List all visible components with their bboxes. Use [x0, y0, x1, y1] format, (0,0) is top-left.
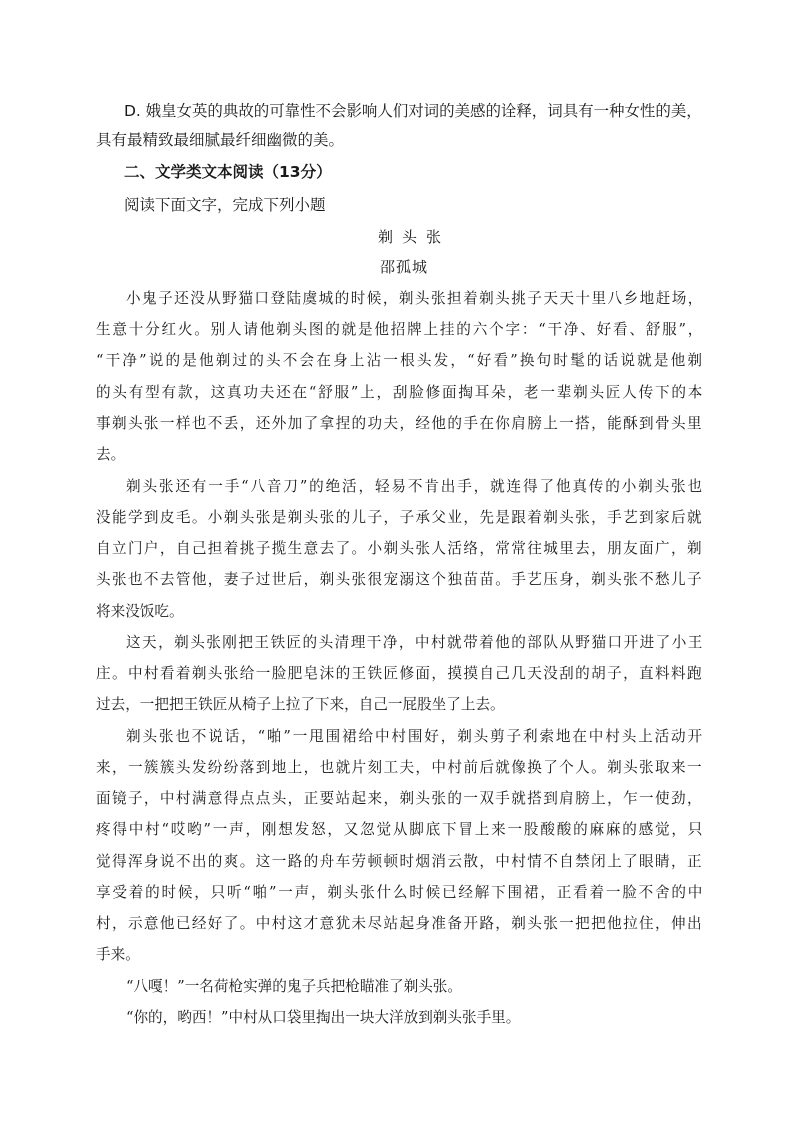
story-title: 剃头张: [378, 228, 451, 246]
story-line: 将来没饭吃。: [96, 603, 184, 620]
story-line: 面镜子，中村满意得点点头，正要站起来，剃头张的一双手就搭到肩膀上，乍一使劲，: [96, 790, 703, 807]
story-line: 手来。: [96, 946, 140, 963]
story-author: 邵孤城: [380, 258, 429, 276]
story-line: 村，示意他已经好了。中村这才意犹未尽站起身准备开路，剃头张一把把他拉住，伸出: [96, 915, 703, 932]
story-line: 没能学到皮毛。小剃头张是剃头张的儿子，子承父业，先是跟着剃头张，手艺到家后就: [96, 509, 703, 526]
story-line: “八嘎！”一名荷枪实弹的鬼子兵把枪瞄准了剃头张。: [126, 978, 462, 995]
story-line: 剃头张也不说话，“啪”一甩围裙给中村围好，剃头剪子利索地在中村头上活动开: [126, 728, 704, 745]
story-line: 过去，一把把王铁匠从椅子上拉了下来，自己一屁股坐了上去。: [96, 696, 505, 713]
reading-instruction: 阅读下面文字，完成下列小题: [124, 196, 326, 214]
story-line: 事剃头张一样也不丢，还外加了拿捏的功夫，经他的手在你肩膀上一搭，能酥到骨头里: [96, 415, 703, 432]
option-d-line-2: 具有最精致最细腻最纤细幽微的美。: [96, 131, 345, 149]
story-line: 庄。中村看着剃头张给一脸肥皂沫的王铁匠修面，摸摸自己几天没刮的胡子，直料料跑: [96, 665, 703, 682]
story-line: “干净”说的是他剃过的头不会在身上沾一根头发，“好看”换句时髦的话说就是他剃: [96, 352, 705, 369]
story-line: 生意十分红火。别人请他剃头图的就是他招牌上挂的六个字：“干净、好看、舒服”，: [96, 321, 705, 338]
story-line: 这天，剃头张刚把王铁匠的头清理干净，中村就带着他的部队从野猫口开进了小王: [126, 634, 704, 651]
story-line: 剃头张还有一手“八音刀”的绝活，轻易不肯出手，就连得了他真传的小剃头张也: [126, 478, 704, 495]
story-line: 来，一簇簇头发纷纷落到地上，也就片刻工夫，中村前后就像换了个人。剃头张取来一: [96, 759, 703, 776]
story-line: 去。: [96, 446, 126, 463]
story-line: 头张也不去管他，妻子过世后，剃头张很宠溺这个独苗苗。手艺压身，剃头张不愁儿子: [96, 571, 703, 588]
story-line: 的头有型有款，这真功夫还在“舒服”上，刮脸修面掏耳朵，老一辈剃头匠人传下的本: [96, 384, 705, 401]
story-line: 觉得浑身说不出的爽。这一路的舟车劳顿顿时烟消云散，中村情不自禁闭上了眼睛，正: [96, 853, 703, 870]
option-d-line-1: D. 娥皇女英的典故的可靠性不会影响人们对词的美感的诠释，词具有一种女性的美，: [124, 102, 702, 120]
story-line: 疼得中村“哎哟”一声，刚想发怒，又忽觉从脚底下冒上来一股酸酸的麻麻的感觉，只: [96, 821, 705, 838]
story-line: “你的，哟西！”中村从口袋里掏出一块大洋放到剃头张手里。: [126, 1009, 521, 1026]
story-line: 自立门户，自己担着挑子揽生意去了。小剃头张人活络，常常往城里去，朋友面广，剃: [96, 540, 703, 557]
section-heading: 二、文学类文本阅读（13分）: [124, 163, 332, 181]
story-line: 享受着的时候，只听“啪”一声，剃头张什么时候已经解下围裙，正看着一脸不舍的中: [96, 884, 705, 901]
story-line: 小鬼子还没从野猫口登陆虞城的时候，剃头张担着剃头挑子天天十里八乡地赶场，: [126, 290, 704, 307]
